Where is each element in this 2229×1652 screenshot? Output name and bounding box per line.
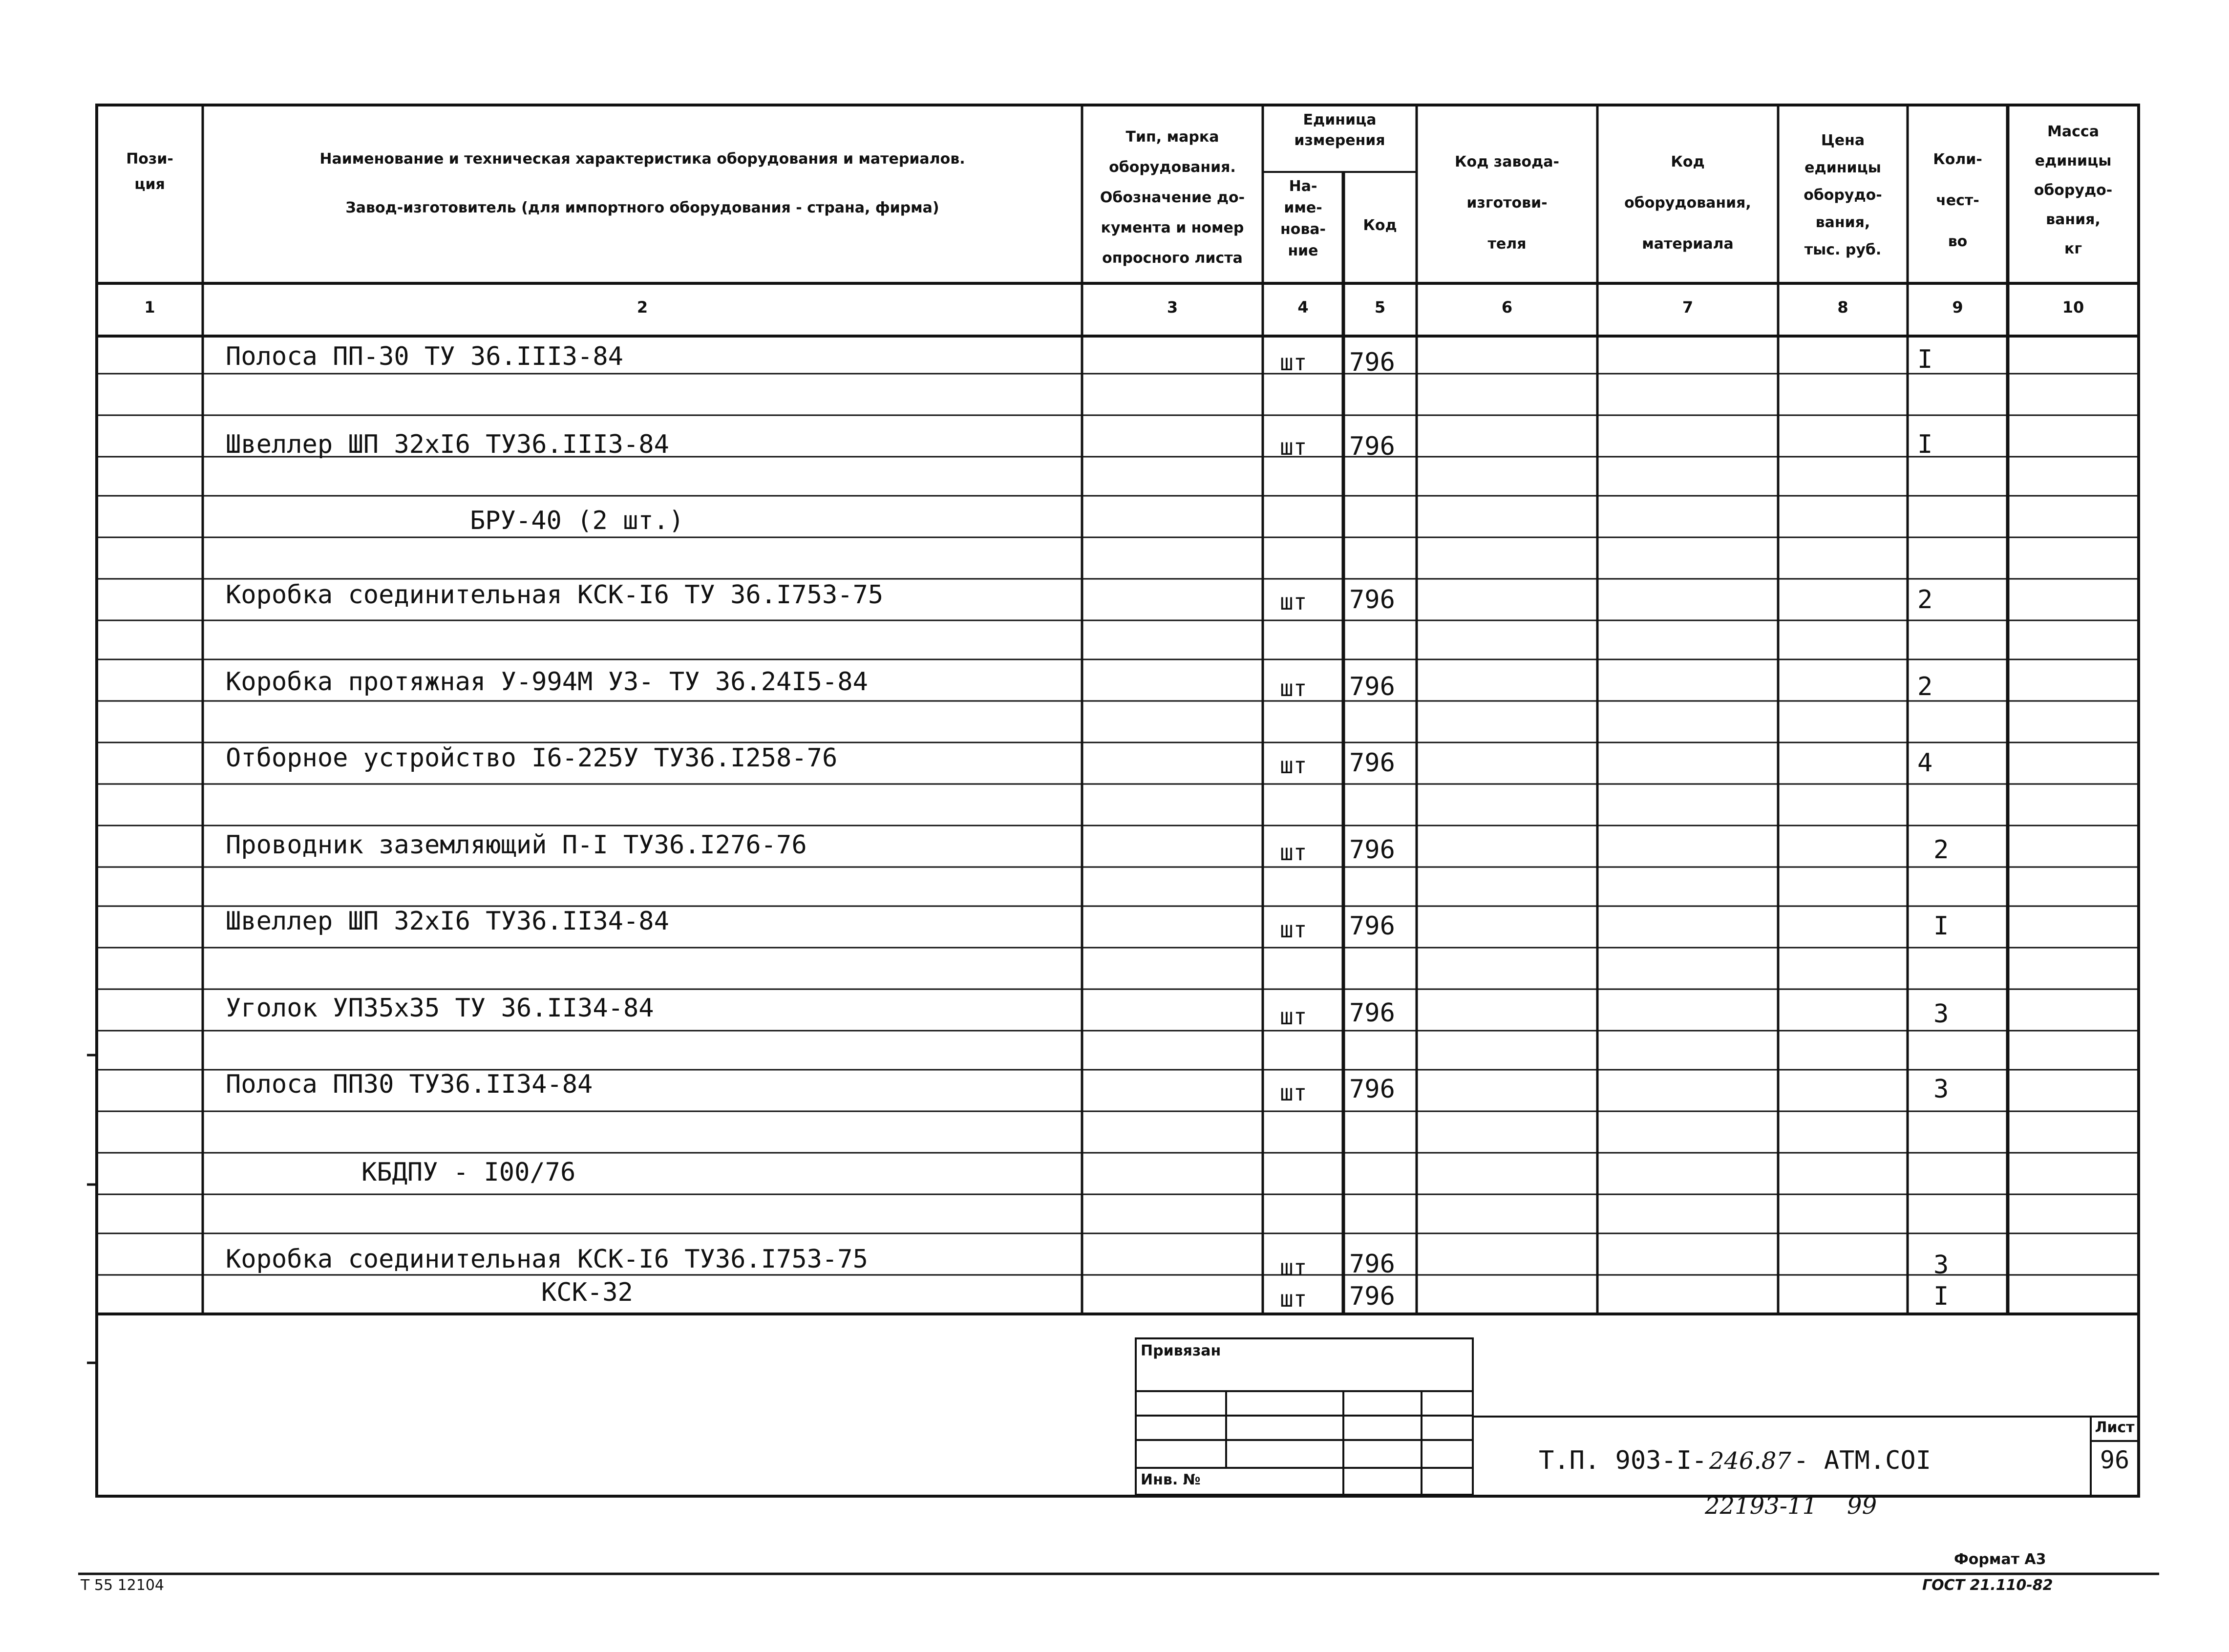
row-qty: 2 — [1917, 585, 1933, 614]
document-code-prefix: Т.П. 903-I- — [1539, 1446, 1707, 1475]
row-unit: шт — [1280, 916, 1307, 943]
footer-format: Формат А3 — [1954, 1551, 2046, 1568]
row-code: 796 — [1349, 748, 1395, 778]
row-name: БРУ-40 (2 шт.) — [470, 506, 684, 535]
row-unit: шт — [1280, 349, 1307, 376]
row-name: КБДПУ - I00/76 — [361, 1158, 576, 1187]
footer-left-code: Т 55 12104 — [81, 1577, 165, 1594]
row-name: Полоса ПП-30 ТУ 36.III3-84 — [226, 342, 623, 371]
row-name: Швеллер ШП 32хI6 ТУ36.II34-84 — [226, 907, 669, 936]
row-qty: I — [1933, 1282, 1949, 1311]
row-name: Коробка соединительная КСК-I6 ТУ36.I753-75 — [226, 1245, 868, 1274]
row-qty: I — [1917, 430, 1933, 459]
header-col2-line1: Наименование и техническая характеристика оборудования и материалов. — [319, 150, 965, 168]
colnum-1: 1 — [144, 298, 155, 317]
row-name: Коробка соединительная КСК-I6 ТУ 36.I753-75 — [226, 580, 884, 610]
colnum-2: 2 — [637, 298, 648, 317]
colnum-4: 4 — [1297, 298, 1309, 317]
colnum-6: 6 — [1501, 298, 1513, 317]
row-code: 796 — [1349, 1282, 1395, 1311]
row-code: 796 — [1349, 348, 1395, 377]
document-code-handwritten: 246.87 — [1709, 1447, 1791, 1475]
footer-gost: ГОСТ 21.110-82 — [1922, 1577, 2053, 1594]
row-qty: 3 — [1933, 1075, 1949, 1104]
row-name: КСК-32 — [541, 1278, 633, 1307]
row-name: Проводник заземляющий П-I ТУ36.I276-76 — [226, 830, 807, 860]
row-qty: 2 — [1917, 672, 1933, 701]
header-col1: Пози- ция — [126, 150, 173, 193]
row-qty: 2 — [1933, 835, 1949, 865]
sheet-number: 96 — [2100, 1446, 2130, 1474]
row-name: Полоса ПП30 ТУ36.II34-84 — [226, 1070, 593, 1099]
row-lines — [97, 374, 2139, 1275]
row-code: 796 — [1349, 911, 1395, 941]
stamp-privyazan: Привязан — [1141, 1342, 1221, 1359]
row-qty: 4 — [1917, 748, 1933, 778]
colnum-9: 9 — [1952, 298, 1963, 317]
header-col10: Масса единицы оборудо- вания, кг — [2034, 123, 2113, 257]
stamp-inv-no: Инв. № — [1141, 1471, 1201, 1488]
header-col4: На- име- нова- ние — [1280, 178, 1326, 259]
row-unit: шт — [1280, 1286, 1307, 1312]
row-unit: шт — [1280, 1080, 1307, 1106]
row-unit: шт — [1280, 1254, 1307, 1281]
row-code: 796 — [1349, 585, 1395, 614]
row-qty: I — [1917, 345, 1933, 374]
row-unit: шт — [1280, 434, 1307, 460]
row-name: Швеллер ШП 32хI6 ТУ36.III3-84 — [226, 430, 669, 459]
colnum-7: 7 — [1682, 298, 1694, 317]
row-name: Коробка протяжная У-994М У3- ТУ 36.24I5-84 — [226, 667, 868, 697]
row-qty: 3 — [1933, 999, 1949, 1029]
row-unit: шт — [1280, 839, 1307, 866]
header-col6: Код завода- изготови- теля — [1455, 153, 1559, 253]
row-qty: I — [1933, 911, 1949, 941]
header-col9: Коли- чест- во — [1933, 151, 1982, 250]
row-code: 796 — [1349, 672, 1395, 701]
row-unit: шт — [1280, 589, 1307, 615]
header-col2-line2: Завод-изготовитель (для импортного оборудования - страна, фирма) — [345, 199, 939, 216]
row-qty: 3 — [1933, 1250, 1949, 1280]
row-code: 796 — [1349, 1250, 1395, 1279]
header-col3: Тип, марка оборудования. Обозначение до- кумента и номер опросного листа — [1100, 128, 1245, 267]
row-name: Уголок УП35х35 ТУ 36.II34-84 — [226, 994, 654, 1023]
row-unit: шт — [1280, 675, 1307, 701]
colnum-3: 3 — [1167, 298, 1178, 317]
colnum-8: 8 — [1837, 298, 1848, 317]
row-name: Отборное устройство I6-225У ТУ36.I258-76 — [226, 743, 838, 773]
header-col8: Цена единицы оборудо- вания, тыс. руб. — [1804, 132, 1882, 258]
row-unit: шт — [1280, 1003, 1307, 1030]
document-code — [1539, 1446, 1931, 1475]
sheet-label: Лист — [2095, 1419, 2135, 1436]
header-col7: Код оборудования, материала — [1624, 153, 1751, 253]
handwritten-number: 22193-11 99 — [1705, 1492, 1877, 1520]
row-code: 796 — [1349, 998, 1395, 1028]
row-code: 796 — [1349, 1075, 1395, 1104]
row-code: 796 — [1349, 835, 1395, 865]
row-unit: шт — [1280, 752, 1307, 779]
colnum-5: 5 — [1374, 298, 1386, 317]
header-unit-group: Единица измерения — [1294, 111, 1385, 149]
document-code-suffix: - АТМ.СОI — [1793, 1446, 1931, 1475]
row-code: 796 — [1349, 432, 1395, 461]
header-col5: Код — [1363, 217, 1397, 234]
colnum-10: 10 — [2062, 298, 2084, 317]
